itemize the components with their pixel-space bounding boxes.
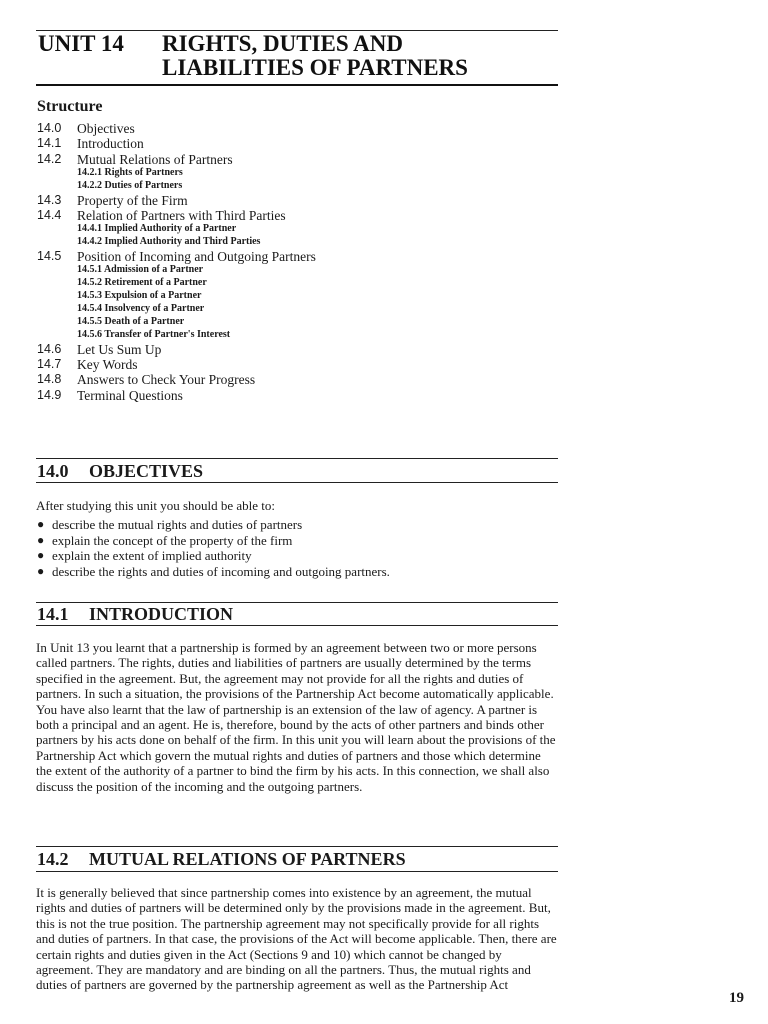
objective-item — [36, 533, 558, 549]
introduction-top-rule — [36, 602, 558, 603]
structure-item-number: 14.7 — [37, 356, 62, 371]
introduction-body: In Unit 13 you learnt that a partnership is formed by an agreement between two or more persons called partners. The rights, duties and liabilities of partners are usually determined by the terms specified in the agreement. But, the agreement may not provide for all the rights and duties of partners. In such a situation, the provisions of the Partnership Act become automatically applicable. You have also learnt that the law of partnership is an extension of the law of agency. A partner is both a principal and an agent. He is, therefore, bound by the acts of other partners and binds other partners by his acts done on behalf of the firm. In this unit you will learn about the provisions of the Partnership Act which govern the mutual rights and duties of partners and those which determine the extent of the authority of a partner to bind the firm by his acts. In this connection, we shall also discuss the position of the incoming and the outgoing partners. — [36, 640, 556, 794]
structure-list — [37, 121, 557, 403]
structure-item-number: 14.6 — [37, 341, 62, 356]
bullet-icon: ● — [37, 517, 45, 531]
structure-subitem: 14.4.1 Implied Authority of a Partner — [77, 223, 237, 235]
mutual-relations-heading — [37, 849, 406, 869]
objectives-top-rule — [36, 458, 558, 459]
structure-item-label: Property of the Firm — [77, 192, 188, 208]
structure-item-label: Objectives — [77, 121, 135, 136]
unit-title-line-2: LIABILITIES OF PARTNERS — [162, 55, 468, 80]
introduction-bottom-rule — [36, 625, 558, 626]
structure-item-number: 14.3 — [37, 192, 62, 207]
structure-subitem: 14.5.3 Expulsion of a Partner — [77, 290, 202, 302]
bullet-icon: ● — [37, 548, 45, 563]
structure-item-number: 14.0 — [37, 121, 62, 135]
structure-item-number: 14.8 — [37, 372, 62, 387]
structure-item — [37, 388, 557, 403]
introduction-number: 14.1 — [37, 604, 69, 624]
objectives-list — [36, 517, 558, 579]
structure-item-number: 14.4 — [37, 207, 62, 222]
objective-text: describe the rights and duties of incoming and outgoing partners. — [52, 563, 390, 579]
mutual-relations-body: It is generally believed that since partnership comes into existence by an agreement, the mutual rights and duties of partners will be determined only by the provisions made in the agreement. But, this is not the true position. The partnership agreement may not specifically provide for all rights and duties of partners. In that case, the provisions of the Act will become applicable. Then, there are certain rights and duties given in the Act (Sections 9 and 10) which cannot be changed by agreement. They are mandatory and are binding on all the partners. Thus, the mutual rights and duties of partners are governed by the partnership agreement as well as the Partnership Act — [36, 885, 557, 993]
structure-item — [37, 136, 557, 151]
structure-item-number: 14.9 — [37, 387, 62, 402]
bullet-icon: ● — [37, 532, 45, 547]
structure-item-number: 14.2 — [37, 151, 62, 166]
header-bottom-rule — [36, 84, 558, 86]
structure-subitem: 14.4.2 Implied Authority and Third Parties — [77, 236, 261, 248]
objectives-bottom-rule — [36, 482, 558, 483]
page-number: 19 — [729, 990, 744, 1006]
structure-item — [37, 208, 557, 223]
structure-item-label: Position of Incoming and Outgoing Partners — [77, 249, 316, 265]
structure-subitem: 14.5.4 Insolvency of a Partner — [77, 303, 205, 315]
structure-item-label: Terminal Questions — [77, 387, 183, 403]
structure-item — [37, 342, 557, 357]
structure-subitem: 14.5.1 Admission of a Partner — [77, 264, 204, 276]
introduction-heading — [37, 604, 233, 624]
structure-item-label: Answers to Check Your Progress — [77, 372, 256, 388]
objectives-heading — [37, 461, 203, 481]
unit-title-line-1: RIGHTS, DUTIES AND — [162, 31, 403, 56]
structure-item — [37, 249, 557, 264]
structure-item — [37, 372, 557, 387]
objective-text: describe the mutual rights and duties of partners — [52, 517, 303, 532]
structure-item-label: Introduction — [77, 136, 144, 152]
structure-item — [37, 121, 557, 136]
structure-item-label: Relation of Partners with Third Parties — [77, 207, 286, 223]
mutual-relations-number: 14.2 — [37, 849, 69, 869]
objective-text: explain the extent of implied authority — [52, 548, 252, 564]
introduction-title: INTRODUCTION — [89, 604, 234, 624]
structure-subitem: 14.2.1 Rights of Partners — [77, 166, 183, 178]
structure-item-label: Key Words — [77, 356, 138, 372]
objectives-intro: After studying this unit you should be able to: — [36, 498, 276, 513]
mutual-relations-bottom-rule — [36, 871, 558, 872]
structure-item — [37, 152, 557, 167]
structure-subitem: 14.2.2 Duties of Partners — [77, 179, 183, 191]
structure-item-label: Mutual Relations of Partners — [77, 151, 233, 167]
structure-item-number: 14.1 — [37, 136, 62, 151]
structure-item — [37, 357, 557, 372]
structure-subitem: 14.5.6 Transfer of Partner's Interest — [77, 328, 231, 340]
mutual-relations-title: MUTUAL RELATIONS OF PARTNERS — [89, 849, 406, 869]
objective-text: explain the concept of the property of the firm — [52, 532, 293, 548]
structure-subitem: 14.5.2 Retirement of a Partner — [77, 277, 207, 289]
structure-item-label: Let Us Sum Up — [77, 341, 162, 357]
mutual-relations-top-rule — [36, 846, 558, 847]
objective-item — [36, 548, 558, 564]
objective-item — [36, 564, 558, 580]
objectives-number: 14.0 — [37, 461, 69, 481]
unit-number: UNIT 14 — [38, 31, 124, 56]
objectives-title: OBJECTIVES — [89, 461, 204, 481]
objective-item — [36, 517, 558, 533]
structure-item-number: 14.5 — [37, 249, 62, 264]
structure-subitem: 14.5.5 Death of a Partner — [77, 315, 185, 327]
bullet-icon: ● — [37, 563, 45, 578]
structure-title: Structure — [37, 98, 103, 115]
structure-item — [37, 193, 557, 208]
